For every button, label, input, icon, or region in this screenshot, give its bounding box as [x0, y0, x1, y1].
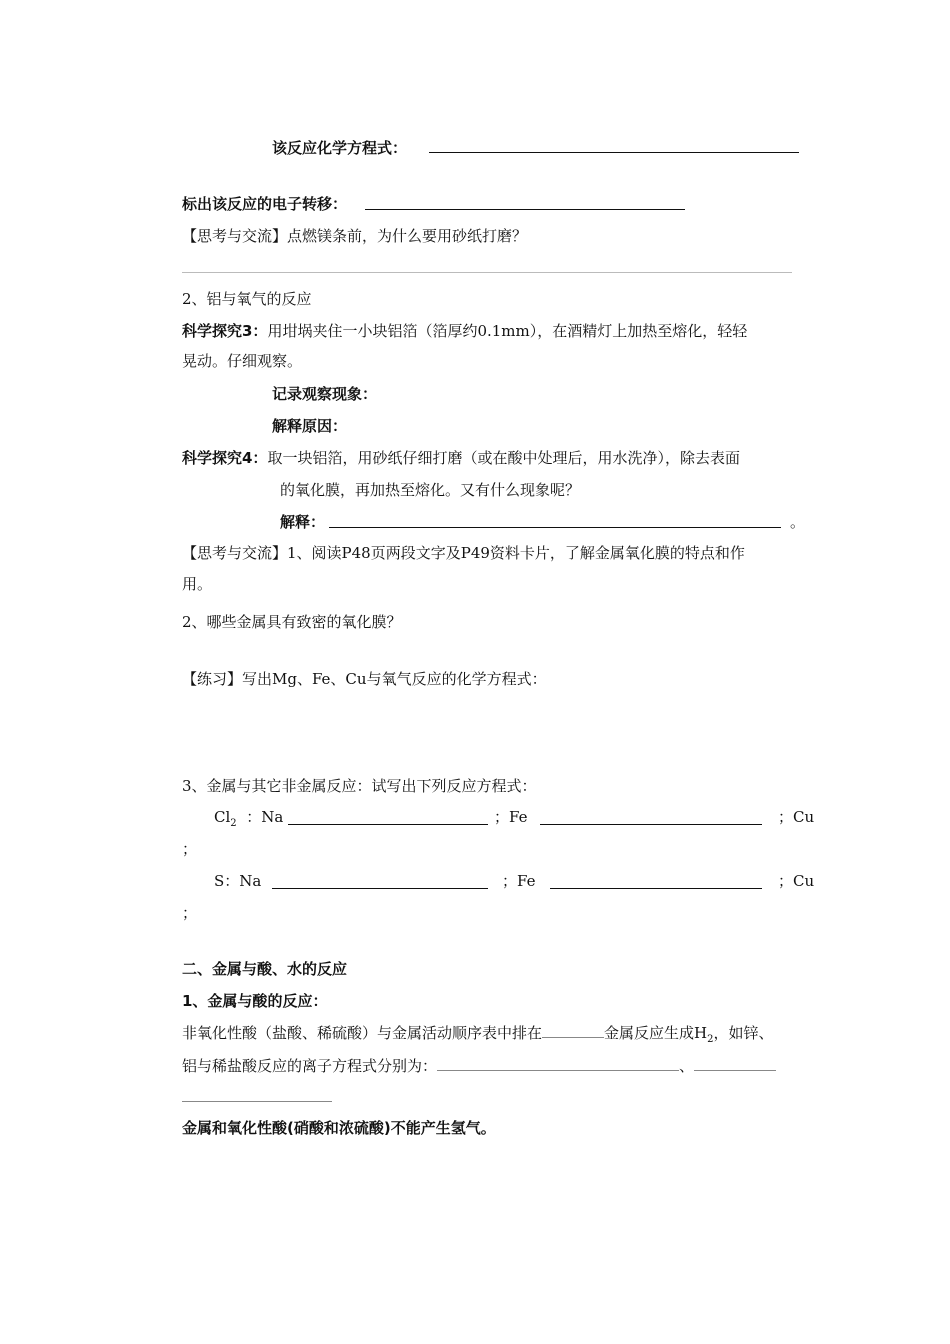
experiment-3-label: 科学探究3： [182, 322, 268, 340]
s-fe-label: ；Fe [502, 872, 536, 890]
experiment-3-text: 用坩埚夹住一小块铝箔（箔厚约0.1mm），在酒精灯上加热至熔化，轻轻 [267, 322, 748, 340]
final-statement: 金属和氧化性酸(硝酸和浓硫酸)不能产生氢气。 [182, 1119, 496, 1137]
equation-label: 该反应化学方程式： [272, 139, 408, 157]
sub1-title: 1、金属与酸的反应： [182, 992, 328, 1010]
cl2-na-blank[interactable] [288, 824, 488, 825]
ion-equation-line [182, 1056, 776, 1076]
h2-subscript: 2 [707, 1034, 714, 1045]
think-exchange-2-cont: 用。 [182, 575, 213, 593]
acid-line [182, 1023, 774, 1050]
experiment-4-text: 取一块铝箔，用砂纸仔细打磨（或在酸中处理后，用水洗净），除去表面 [267, 449, 740, 467]
ion-blank-2b[interactable] [182, 1101, 332, 1102]
experiment-3 [182, 321, 747, 341]
explain-blank[interactable] [329, 527, 781, 528]
ion-text: 铝与稀盐酸反应的离子方程式分别为： [182, 1057, 438, 1075]
question-oxide-film: 2、哪些金属具有致密的氧化膜？ [182, 613, 402, 631]
section-aluminum-oxygen: 2、铝与氧气的反应 [182, 290, 312, 308]
acid-text-a: 非氧化性酸（盐酸、稀硫酸）与金属活动顺序表中排在 [182, 1024, 543, 1042]
explain-label: 解释： [280, 513, 326, 531]
equation-label-line [272, 138, 407, 158]
s-na-label: S：Na [214, 872, 262, 890]
cl2-fe-label: ；Fe [494, 808, 528, 826]
electron-transfer-line [182, 194, 347, 214]
explain-reason: 解释原因： [272, 417, 348, 435]
s-cu-label: ；Cu [778, 872, 815, 890]
electron-transfer-label: 标出该反应的电子转移： [182, 195, 348, 213]
section-other-nonmetals: 3、金属与其它非金属反应：试写出下列反应方程式： [182, 777, 537, 795]
ion-blank-2a[interactable] [694, 1056, 776, 1071]
cl2-fe-blank[interactable] [540, 824, 762, 825]
experiment-4-label: 科学探究4： [182, 449, 268, 467]
acid-text-c: ，如锌、 [713, 1024, 774, 1042]
cl2-na-label: ：Na [246, 808, 284, 826]
s-fe-blank[interactable] [550, 888, 762, 889]
electron-transfer-blank[interactable] [365, 209, 685, 210]
acid-text-b: 金属反应生成H [604, 1024, 708, 1042]
practice-prompt: 【练习】写出Mg、Fe、Cu与氧气反应的化学方程式： [182, 670, 547, 688]
s-na-blank[interactable] [272, 888, 488, 889]
position-blank[interactable] [542, 1023, 604, 1038]
equation-blank[interactable] [429, 152, 799, 153]
cl2-label [214, 807, 283, 834]
experiment-3-text-2: 晃动。仔细观察。 [182, 352, 303, 370]
s-semicolon: ； [182, 904, 198, 922]
part2-title: 二、金属与酸、水的反应 [182, 960, 348, 978]
experiment-4 [182, 448, 740, 468]
experiment-4-text-2: 的氧化膜，再加热至熔化。又有什么现象呢？ [280, 481, 581, 499]
cl2-cu-label: ；Cu [778, 808, 815, 826]
cl2-text: Cl [214, 808, 231, 826]
think-exchange-1: 【思考与交流】点燃镁条前，为什么要用砂纸打磨？ [182, 227, 528, 245]
cl2-semicolon: ； [182, 840, 198, 858]
cl2-subscript: 2 [230, 818, 237, 829]
ion-comma: 、 [679, 1057, 695, 1075]
ion-blank-1[interactable] [437, 1056, 679, 1071]
record-observation: 记录观察现象： [272, 385, 378, 403]
explain-period: 。 [790, 513, 806, 531]
answer-line-1[interactable] [182, 272, 792, 273]
think-exchange-2: 【思考与交流】1、阅读P48页两段文字及P49资料卡片，了解金属氧化膜的特点和作 [182, 544, 745, 562]
